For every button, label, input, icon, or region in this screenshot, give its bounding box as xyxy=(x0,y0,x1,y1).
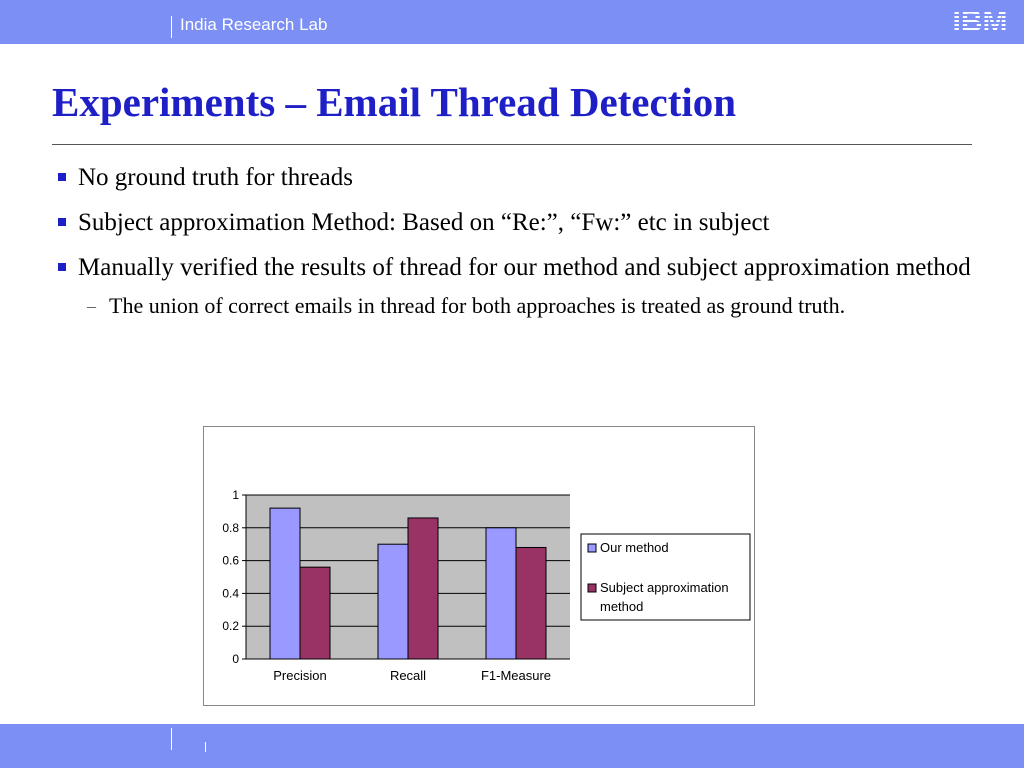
legend-swatch xyxy=(588,584,596,592)
bar-our-method xyxy=(378,544,408,659)
y-tick-label: 1 xyxy=(232,488,239,502)
bullet-item xyxy=(56,160,976,195)
bullet-text: No ground truth for threads xyxy=(78,164,353,191)
legend-swatch xyxy=(588,544,596,552)
ibm-logo-text: IBM xyxy=(952,5,1008,36)
bullet-square-icon xyxy=(58,173,66,181)
bullet-square-icon xyxy=(58,263,66,271)
y-tick-label: 0.6 xyxy=(222,553,239,568)
sub-bullet-dash-icon: – xyxy=(87,296,96,316)
footer-tick xyxy=(205,742,206,752)
bar-subject-approximation xyxy=(516,547,546,659)
bar-our-method xyxy=(270,508,300,659)
legend-label: Our method xyxy=(600,540,669,555)
y-tick-label: 0.2 xyxy=(222,619,239,634)
bullet-text: Subject approximation Method: Based on “Re:”, “Fw:” etc in subject xyxy=(78,209,770,236)
header-divider xyxy=(171,16,172,38)
y-tick-label: 0.8 xyxy=(222,520,239,535)
sub-bullet-item xyxy=(56,289,976,323)
footer-divider xyxy=(171,728,172,750)
x-tick-label: Precision xyxy=(273,668,327,683)
y-tick-label: 0.4 xyxy=(222,586,239,601)
bullet-item xyxy=(56,205,976,240)
legend-label-continued: method xyxy=(600,599,644,614)
footer-bar xyxy=(0,724,1024,768)
title-rule xyxy=(52,144,972,145)
bullet-text: Manually verified the results of thread for our method and subject approximation method xyxy=(78,254,971,281)
x-tick-label: F1-Measure xyxy=(480,668,552,683)
slide-title: Experiments – Email Thread Detection xyxy=(52,79,737,125)
header-bar xyxy=(0,0,1024,44)
bar-our-method xyxy=(486,528,516,659)
bullet-item xyxy=(56,250,976,285)
legend-label: Subject approximation xyxy=(600,580,729,595)
bullet-list xyxy=(56,160,976,323)
bar-chart xyxy=(204,427,754,705)
x-tick-label: Recall xyxy=(389,668,427,683)
bar-subject-approximation xyxy=(408,518,438,659)
sub-bullet-text: The union of correct emails in thread for both approaches is treated as ground truth. xyxy=(109,293,846,318)
bar-subject-approximation xyxy=(300,567,330,659)
chart-frame xyxy=(203,426,755,706)
bullet-square-icon xyxy=(58,218,66,226)
y-tick-label: 0 xyxy=(232,652,239,666)
lab-name: India Research Lab xyxy=(180,15,328,34)
ibm-logo xyxy=(942,4,1018,36)
